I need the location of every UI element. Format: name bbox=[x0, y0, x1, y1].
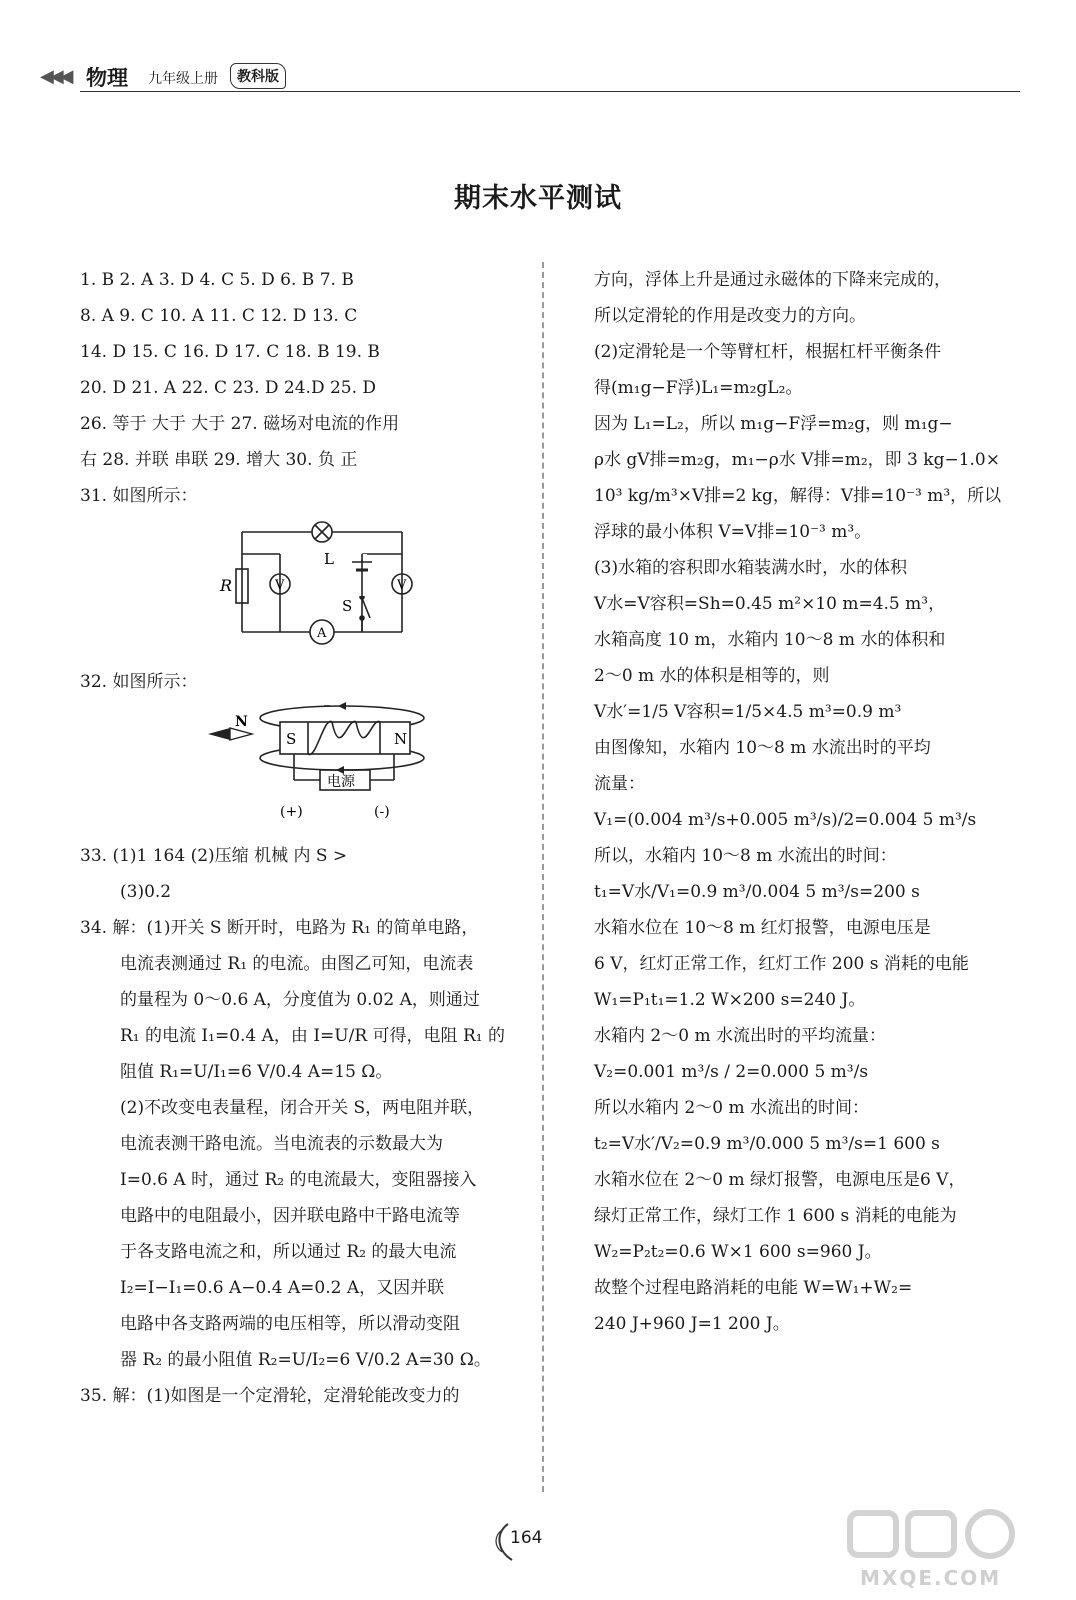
text-line: 31. 如图所示： bbox=[80, 486, 198, 506]
text-line: 33. (1)1 164 (2)压缩 机械 内 S > bbox=[80, 846, 348, 866]
edition-badge: 教科版 bbox=[230, 63, 286, 89]
text-line: 水箱水位在 2～0 m 绿灯报警，电源电压是6 V， bbox=[594, 1170, 966, 1190]
text-line: 电流表测通过 R₁ 的电流。由图乙可知，电流表 bbox=[120, 954, 474, 974]
text-line: 方向，浮体上升是通过永磁体的下降来完成的， bbox=[594, 270, 951, 290]
text-line: 10³ kg/m³×V排=2 kg，解得：V排=10⁻³ m³，所以 bbox=[594, 486, 1002, 506]
text-line: t₁=V水/V₁=0.9 m³/0.004 5 m³/s=200 s bbox=[594, 882, 920, 902]
text-line: 于各支路电流之和，所以通过 R₂ 的最大电流 bbox=[120, 1242, 457, 1262]
pole-S-label: S bbox=[286, 730, 297, 748]
subject-label: 物理 bbox=[86, 66, 128, 90]
ammeter-label: A bbox=[317, 626, 327, 641]
text-line: 的量程为 0～0.6 A，分度值为 0.02 A，则通过 bbox=[120, 990, 480, 1010]
q32-label: 32. 如图所示： bbox=[80, 672, 198, 692]
text-line: 所以水箱内 2～0 m 水流出的时间： bbox=[594, 1098, 869, 1118]
page-title: 期末水平测试 bbox=[454, 183, 622, 214]
text-line: V₂=0.001 m³/s / 2=0.000 5 m³/s bbox=[594, 1062, 869, 1082]
text-line: 1. B 2. A 3. D 4. C 5. D 6. B 7. B bbox=[80, 270, 354, 290]
text-line: 浮球的最小体积 V=V排=10⁻³ m³。 bbox=[594, 522, 872, 542]
header-arrows-icon: ◀◀◀ bbox=[40, 66, 70, 87]
text-line: 8. A 9. C 10. A 11. C 12. D 13. C bbox=[80, 306, 358, 326]
text-line: 20. D 21. A 22. C 23. D 24.D 25. D bbox=[80, 378, 377, 398]
text-line: V水=V容积=Sh=0.45 m²×10 m=4.5 m³， bbox=[594, 594, 946, 614]
text-line: 水箱高度 10 m，水箱内 10～8 m 水的体积和 bbox=[594, 630, 946, 650]
circuit-diagram bbox=[80, 514, 520, 664]
label-S: S bbox=[342, 597, 353, 615]
text-line: 右 28. 并联 串联 29. 增大 30. 负 正 bbox=[80, 450, 358, 470]
text-line: 由图像知，水箱内 10～8 m 水流出时的平均 bbox=[594, 738, 931, 758]
text-line: 电路中的电阻最小，因并联电路中干路电流等 bbox=[120, 1206, 460, 1226]
text-line: I₂=I−I₁=0.6 A−0.4 A=0.2 A，又因并联 bbox=[120, 1278, 445, 1298]
text-line: 35. 解：(1)如图是一个定滑轮，定滑轮能改变力的 bbox=[80, 1386, 460, 1406]
right-column bbox=[594, 262, 1006, 1342]
figure-32-solenoid bbox=[80, 700, 520, 828]
text-line: 34. 解：(1)开关 S 断开时，电路为 R₁ 的简单电路， bbox=[80, 918, 479, 938]
label-L: L bbox=[324, 550, 334, 568]
text-line: 水箱水位在 10～8 m 红灯报警，电源电压是 bbox=[594, 918, 931, 938]
text-line: t₂=V水′/V₂=0.9 m³/0.000 5 m³/s=1 600 s bbox=[594, 1134, 940, 1154]
text-line: 240 J+960 J=1 200 J。 bbox=[594, 1314, 790, 1334]
figure-31-circuit bbox=[80, 514, 520, 664]
text-line: ρ水 gV排=m₂g，m₁−ρ水 V排=m₂，即 3 kg−1.0× bbox=[594, 450, 1000, 470]
text-line: 流量： bbox=[594, 774, 645, 794]
text-line: 14. D 15. C 16. D 17. C 18. B 19. B bbox=[80, 342, 380, 362]
header-rule bbox=[80, 91, 1020, 92]
pole-N-label: N bbox=[394, 730, 408, 748]
text-line: (3)0.2 bbox=[120, 882, 172, 902]
text-line: 26. 等于 大于 大于 27. 磁场对电流的作用 bbox=[80, 414, 400, 434]
voltmeter-1-label: V bbox=[275, 578, 285, 593]
label-R: R bbox=[220, 576, 233, 595]
text-line: 阻值 R₁=U/I₁=6 V/0.4 A=15 Ω。 bbox=[120, 1062, 393, 1082]
terminal-plus-label: (+) bbox=[280, 804, 303, 820]
page-number: 164 bbox=[510, 1528, 543, 1548]
compass-N-label: N bbox=[235, 714, 248, 730]
text-line: 得(m₁g−F浮)L₁=m₂gL₂。 bbox=[594, 378, 803, 398]
left-column bbox=[80, 262, 520, 1414]
text-line: 水箱内 2～0 m 水流出时的平均流量： bbox=[594, 1026, 886, 1046]
watermark-logo bbox=[840, 1505, 1030, 1595]
text-line: 2～0 m 水的体积是相等的，则 bbox=[594, 666, 830, 686]
page-header bbox=[40, 60, 1020, 94]
text-line: (2)不改变电表量程，闭合开关 S，两电阻并联， bbox=[120, 1098, 485, 1118]
text-line: 绿灯正常工作，绿灯工作 1 600 s 消耗的电能为 bbox=[594, 1206, 957, 1226]
text-line: 故整个过程电路消耗的电能 W=W₁+W₂= bbox=[594, 1278, 913, 1298]
text-line: 电路中各支路两端的电压相等，所以滑动变阻 bbox=[120, 1314, 460, 1334]
text-line: 电流表测干路电流。当电流表的示数最大为 bbox=[120, 1134, 443, 1154]
voltmeter-2-label: V bbox=[397, 578, 407, 593]
text-line: 因为 L₁=L₂，所以 m₁g−F浮=m₂g，则 m₁g− bbox=[594, 414, 953, 434]
text-line: 所以，水箱内 10～8 m 水流出的时间： bbox=[594, 846, 897, 866]
text-line: V₁=(0.004 m³/s+0.005 m³/s)/2=0.004 5 m³/s bbox=[594, 810, 977, 830]
solenoid-diagram bbox=[80, 700, 520, 828]
terminal-minus-label: (-) bbox=[374, 804, 390, 820]
text-line: V水′=1/5 V容积=1/5×4.5 m³=0.9 m³ bbox=[594, 702, 902, 722]
text-line: 6 V，红灯正常工作，红灯工作 200 s 消耗的电能 bbox=[594, 954, 969, 974]
text-line: W₂=P₂t₂=0.6 W×1 600 s=960 J。 bbox=[594, 1242, 882, 1262]
text-line: 器 R₂ 的最小阻值 R₂=U/I₂=6 V/0.2 A=30 Ω。 bbox=[120, 1350, 491, 1370]
text-line: W₁=P₁t₁=1.2 W×200 s=240 J。 bbox=[594, 990, 866, 1010]
text-line: I=0.6 A 时，通过 R₂ 的电流最大，变阻器接入 bbox=[120, 1170, 477, 1190]
text-line: R₁ 的电流 I₁=0.4 A，由 I=U/R 可得，电阻 R₁ 的 bbox=[120, 1026, 505, 1046]
text-line: (3)水箱的容积即水箱装满水时，水的体积 bbox=[594, 558, 908, 578]
watermark-text: MXQE.COM bbox=[860, 1566, 1002, 1590]
column-divider bbox=[542, 262, 544, 1492]
grade-label: 九年级上册 bbox=[148, 71, 218, 87]
power-source-label: 电源 bbox=[327, 774, 355, 790]
text-line: 所以定滑轮的作用是改变力的方向。 bbox=[594, 306, 866, 326]
text-line: (2)定滑轮是一个等臂杠杆，根据杠杆平衡条件 bbox=[594, 342, 942, 362]
